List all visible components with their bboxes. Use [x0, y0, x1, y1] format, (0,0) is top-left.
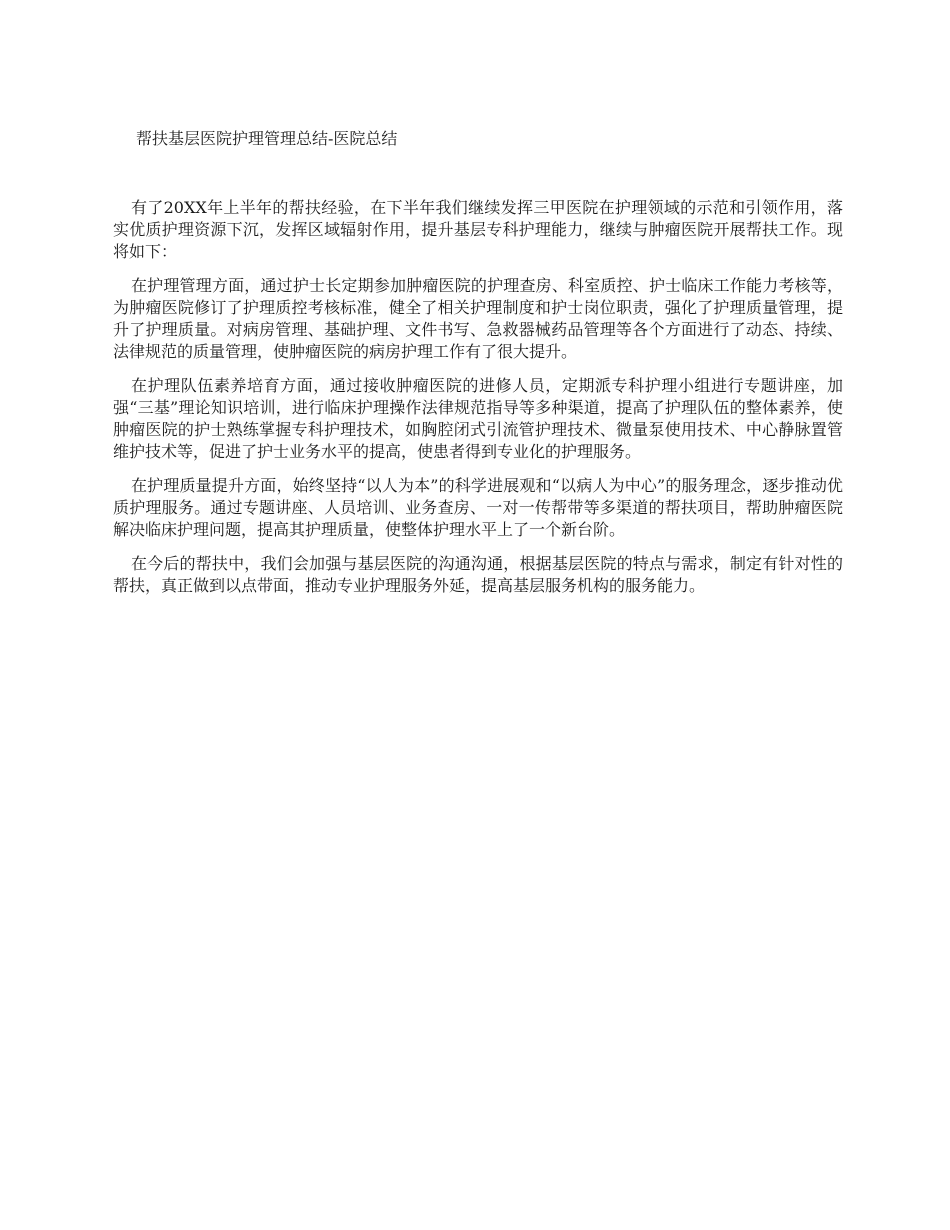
- paragraph-intro: 有了20XX年上半年的帮扶经验，在下半年我们继续发挥三甲医院在护理领域的示范和引领作用，落实优质护理资源下沉，发挥区域辐射作用，提升基层专科护理能力，继续与肿瘤医院开展帮扶工作。现将如下：: [113, 198, 843, 261]
- paragraph-future: 在今后的帮扶中，我们会加强与基层医院的沟通沟通，根据基层医院的特点与需求，制定有针对性的帮扶，真正做到以点带面，推动专业护理服务外延，提高基层服务机构的服务能力。: [113, 554, 843, 595]
- document-title: 帮扶基层医院护理管理总结-医院总结: [136, 129, 398, 148]
- paragraph-management: 在护理管理方面，通过护士长定期参加肿瘤医院的护理查房、科室质控、护士临床工作能力考核等，为肿瘤医院修订了护理质控考核标准，健全了相关护理制度和护士岗位职责，强化了护理质量管理，提升了护理质量。对病房管理、基础护理、文件书写、急救器械药品管理等各个方面进行了动态、持续、法律规范的质量管理，使肿瘤医院的病房护理工作有了很大提升。: [113, 276, 843, 361]
- paragraph-team-training: 在护理队伍素养培育方面，通过接收肿瘤医院的进修人员，定期派专科护理小组进行专题讲座，加强“三基”理论知识培训，进行临床护理操作法律规范指导等多种渠道，提高了护理队伍的整体素养，使肿瘤医院的护士熟练掌握专科护理技术，如胸腔闭式引流管护理技术、微量泵使用技术、中心静脉置管维护技术等，促进了护士业务水平的提高，使患者得到专业化的护理服务。: [113, 376, 843, 461]
- paragraph-quality: 在护理质量提升方面，始终坚持“以人为本”的科学进展观和“以病人为中心”的服务理念，逐步推动优质护理服务。通过专题讲座、人员培训、业务查房、一对一传帮带等多渠道的帮扶项目，帮助肿瘤医院解决临床护理问题，提高其护理质量，使整体护理水平上了一个新台阶。: [113, 476, 843, 539]
- document-body: [113, 197, 843, 609]
